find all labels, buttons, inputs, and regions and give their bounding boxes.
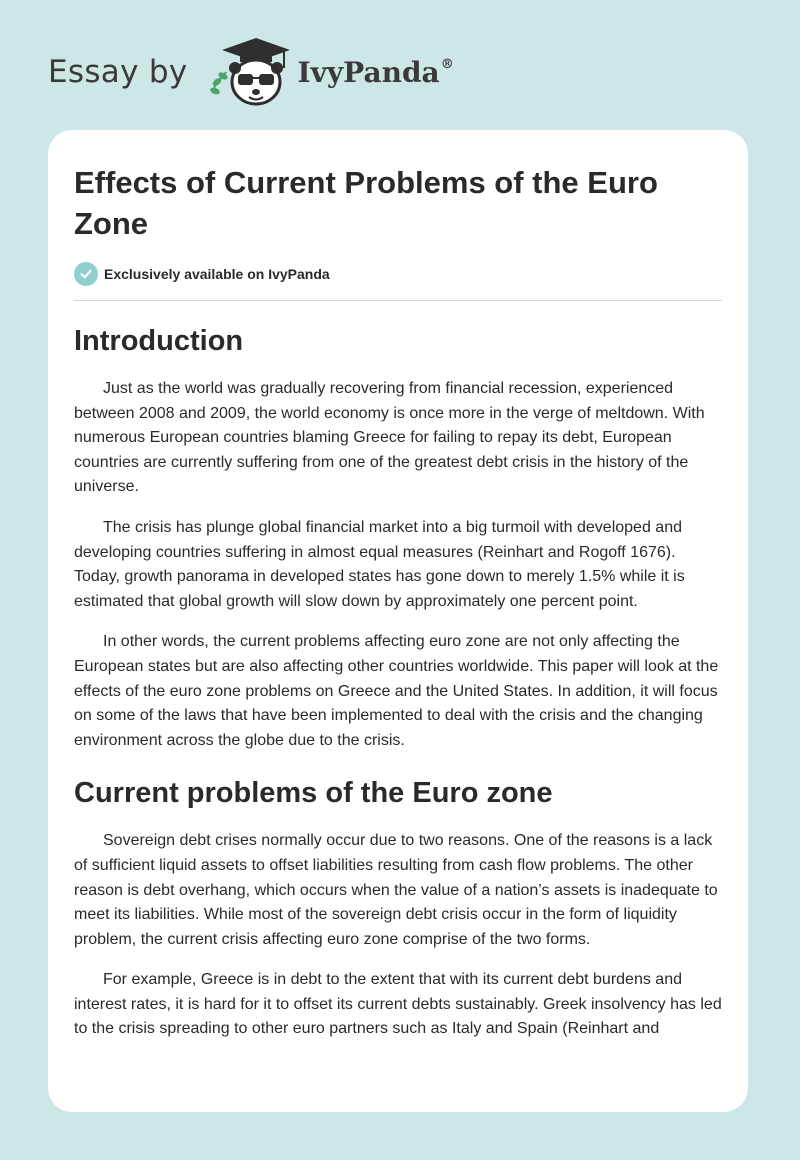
paragraph: Sovereign debt crises normally occur due to two reasons. One of the reasons is a lack of sufficient liquid assets to offset liabilities resulting from cash flow problems. The other reason is debt overhang, which occurs when the value of a nation’s assets is inadequate to meet its liabilities. While most of the sovereign debt crisis occur in the form of liquidity problem, the current crisis affecting euro zone comprise of the two forms. [74,832,718,948]
section-heading: Introduction [74,325,244,357]
exclusive-badge [74,262,722,286]
paragraph: Just as the world was gradually recovering from financial recession, experienced between 2008 and 2009, the world economy is once more in the verge of meltdown. With numerous European countries blaming Greece for failing to repay its debt, European countries are currently suffering from one of the greatest debt crisis in the history of the universe. [74,380,705,496]
section-heading: Current problems of the Euro zone [74,777,553,810]
site-header [48,32,568,112]
brand-name[interactable]: IvyPanda® [297,55,454,89]
essay-title: Effects of Current Problems of the Euro Zone [74,165,658,241]
trademark-symbol: ® [440,56,454,72]
panda-graduate-logo-icon[interactable] [204,36,294,108]
paragraph: In other words, the current problems affecting euro zone are not only affecting the European states but are also affecting other countries worldwide. This paper will look at the effects of the euro zone problems on Greece and the United States. In addition, it will focus on some of the laws that have been implemented to deal with the crisis and the changing environment across the globe due to the crisis. [74,633,719,749]
paragraph: The crisis has plunge global financial market into a big turmoil with developed and developing countries suffering in almost equal measures (Reinhart and Rogoff 1676). Today, growth panorama in developed states has gone down to merely 1.5% while it is estimated that global growth will slow down by approximately one percent point. [74,518,685,610]
check-icon [74,262,98,286]
essay-by-label: Essay by [48,54,188,90]
paragraph: For example, Greece is in debt to the extent that with its current debt burdens and interest rates, it is hard for it to offset its current debts sustainably. Greek insolvency has led to the crisis spreading to other euro partners such as Italy and Spain (Reinhart and [74,971,722,1038]
section-introduction [74,323,722,753]
section-current-problems [74,775,722,1042]
exclusive-badge-label: Exclusively available on IvyPanda [104,266,330,282]
essay-card [48,130,748,1112]
divider [74,300,722,301]
